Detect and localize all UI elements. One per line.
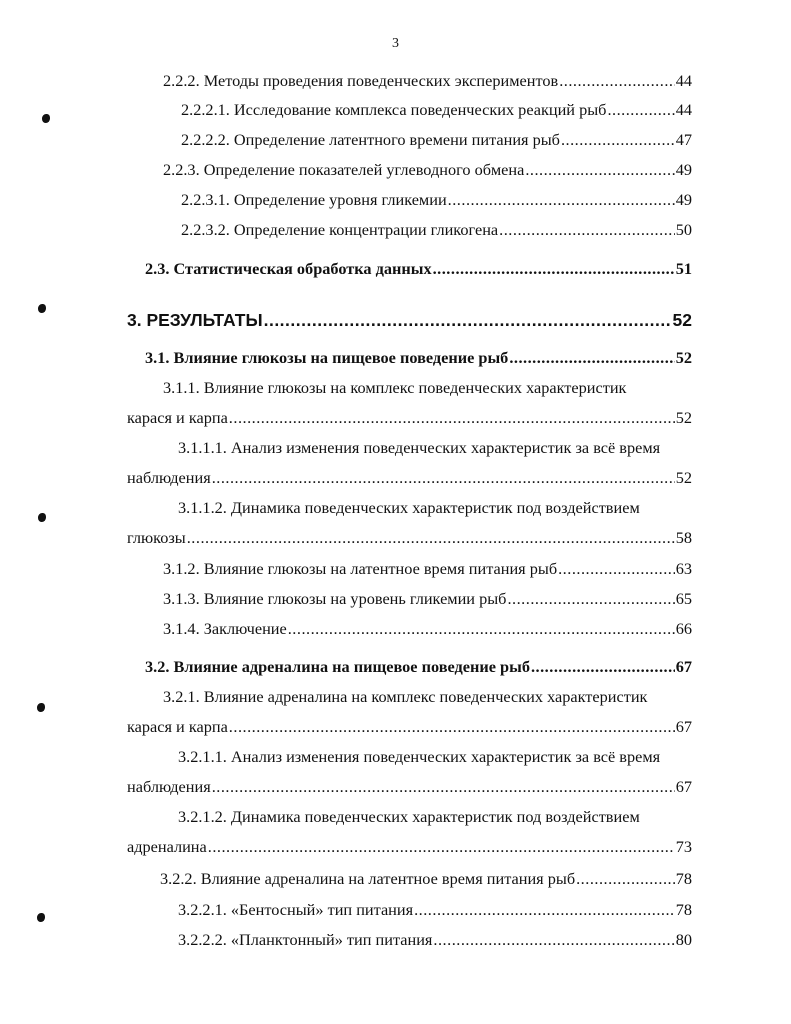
scan-mark: [38, 513, 46, 522]
toc-page-number: 80: [675, 930, 692, 949]
toc-entry-title: 2.2.2. Методы проведения поведенческих экспериментов: [163, 71, 559, 90]
toc-entry-title: 3.1.2. Влияние глюкозы на латентное время питания рыб: [163, 559, 558, 578]
toc-entry-title: 3.2.1. Влияние адреналина на комплекс поведенческих характеристик: [163, 687, 648, 706]
dot-leader: [229, 717, 675, 737]
toc-entry-title: наблюдения: [127, 777, 211, 796]
toc-entry: [181, 220, 692, 240]
scan-mark: [42, 114, 50, 123]
toc-entry: [127, 717, 692, 737]
dot-leader: [531, 657, 675, 677]
toc-page-number: 52: [672, 310, 692, 330]
toc-entry-title: адреналина: [127, 837, 207, 856]
toc-page-number: 50: [675, 220, 692, 239]
toc-page-number: 49: [675, 160, 692, 179]
toc-entry: [163, 559, 692, 579]
toc-entry-title: 2.3. Статистическая обработка данных: [145, 259, 432, 278]
toc-entry-title: 3.2.1.2. Динамика поведенческих характеристик под воздействием: [178, 807, 640, 826]
toc-entry: [181, 130, 692, 150]
dot-leader: [607, 100, 674, 120]
dot-leader: [433, 259, 675, 279]
toc-page-number: 67: [675, 717, 692, 736]
scan-mark: [37, 913, 45, 922]
toc-entry: [127, 837, 692, 857]
dot-leader: [509, 348, 674, 368]
dot-leader: [187, 528, 675, 548]
page-number: 3: [392, 36, 399, 51]
dot-leader: [448, 190, 675, 210]
toc-entry-title: глюкозы: [127, 528, 186, 547]
toc-entry-title: 3.1.1. Влияние глюкозы на комплекс поведенческих характеристик: [163, 378, 627, 397]
dot-leader: [229, 408, 675, 428]
toc-entry: [178, 900, 692, 920]
toc-entry: [163, 71, 692, 91]
toc-entry: [181, 190, 692, 210]
toc-entry-title: 2.2.3.1. Определение уровня гликемии: [181, 190, 447, 209]
dot-leader: [499, 220, 675, 240]
toc-entry-line: [178, 438, 660, 458]
scan-mark: [38, 304, 46, 313]
dot-leader: [414, 900, 675, 920]
toc-entry-title: 3.1.1.2. Динамика поведенческих характеристик под воздействием: [178, 498, 640, 517]
dot-leader: [559, 71, 675, 91]
toc-page-number: 66: [675, 619, 692, 638]
toc-entry-title: 3.2.2. Влияние адреналина на латентное время питания рыб: [160, 869, 576, 888]
dot-leader: [558, 559, 675, 579]
dot-leader: [212, 777, 675, 797]
dot-leader: [561, 130, 675, 150]
toc-page-number: 52: [675, 348, 692, 367]
toc-entry-title: 2.2.3. Определение показателей углеводного обмена: [163, 160, 525, 179]
toc-entry: [163, 160, 692, 180]
toc-entry-title: 3.1.1.1. Анализ изменения поведенческих характеристик за всё время: [178, 438, 661, 457]
scan-mark: [37, 703, 45, 712]
toc-page-number: 49: [675, 190, 692, 209]
toc-entry-line: [178, 498, 640, 518]
toc-page-number: 78: [675, 869, 692, 888]
toc-entry: [181, 100, 692, 120]
toc-page-number: 78: [675, 900, 692, 919]
toc-page-number: 67: [675, 657, 692, 676]
toc-page-number: 47: [675, 130, 692, 149]
toc-entry: [127, 310, 692, 330]
dot-leader: [576, 869, 675, 889]
toc-entry: [127, 468, 692, 488]
toc-entry-title: 3.2.2.1. «Бентосный» тип питания: [178, 900, 414, 919]
toc-entry-title: 3.1. Влияние глюкозы на пищевое поведение рыб: [145, 348, 509, 367]
toc-page-number: 44: [675, 71, 692, 90]
toc-page-number: 58: [675, 528, 692, 547]
toc-page-number: 52: [675, 408, 692, 427]
toc-entry-title: 2.2.2.1. Исследование комплекса поведенческих реакций рыб: [181, 100, 607, 119]
toc-page-number: 73: [675, 837, 692, 856]
toc-entry-line: [178, 807, 640, 827]
toc-entry: [145, 657, 692, 677]
toc-entry: [163, 619, 692, 639]
toc-page-number: 63: [675, 559, 692, 578]
toc-page-number: 51: [675, 259, 692, 278]
toc-entry-line: [163, 378, 626, 398]
dot-leader: [208, 837, 675, 857]
toc-entry-title: 2.2.2.2. Определение латентного времени питания рыб: [181, 130, 560, 149]
toc-entry: [163, 589, 692, 609]
toc-entry: [178, 930, 692, 950]
toc-entry-title: 3.2.1.1. Анализ изменения поведенческих характеристик за всё время: [178, 747, 661, 766]
dot-leader: [507, 589, 674, 609]
toc-page-number: 67: [675, 777, 692, 796]
dot-leader: [288, 619, 675, 639]
toc-entry-title: карася и карпа: [127, 408, 228, 427]
toc-entry-title: 2.2.3.2. Определение концентрации гликогена: [181, 220, 499, 239]
toc-page-number: 65: [675, 589, 692, 608]
toc-entry-title: 3.2.2.2. «Планктонный» тип питания: [178, 930, 433, 949]
toc-entry: [127, 777, 692, 797]
toc-entry-title: 3. РЕЗУЛЬТАТЫ: [127, 310, 263, 330]
toc-entry-title: карася и карпа: [127, 717, 228, 736]
toc-entry-line: [178, 747, 660, 767]
dot-leader: [264, 310, 672, 330]
toc-entry-title: 3.1.4. Заключение: [163, 619, 287, 638]
dot-leader: [525, 160, 674, 180]
toc-page-number: 44: [675, 100, 692, 119]
dot-leader: [212, 468, 675, 488]
dot-leader: [433, 930, 674, 950]
toc-entry: [127, 528, 692, 548]
toc-entry: [127, 408, 692, 428]
toc-entry-title: 3.1.3. Влияние глюкозы на уровень гликемии рыб: [163, 589, 507, 608]
toc-entry-title: 3.2. Влияние адреналина на пищевое поведение рыб: [145, 657, 530, 676]
toc-page-number: 52: [675, 468, 692, 487]
toc-entry: [145, 259, 692, 279]
toc-entry: [145, 348, 692, 368]
toc-entry-line: [163, 687, 647, 707]
toc-entry: [160, 869, 692, 889]
toc-entry-title: наблюдения: [127, 468, 211, 487]
